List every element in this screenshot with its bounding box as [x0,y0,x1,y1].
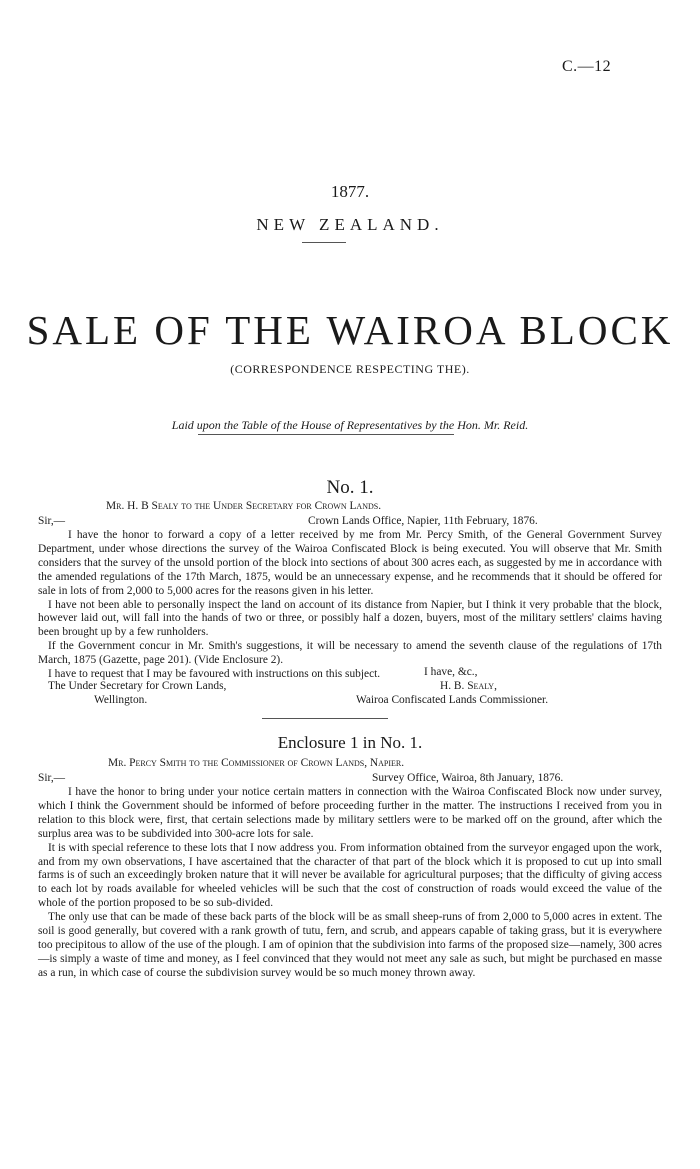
salutation: Sir,— [38,515,66,527]
letter-body [38,529,662,682]
divider [302,242,346,243]
letter-body [38,786,662,981]
main-title: SALE OF THE WAIROA BLOCK [26,307,674,353]
laid-upon-table-line: Laid upon the Table of the House of Representatives by the Hon. Mr. Reid. [171,418,529,432]
from-to-text: Mr. H. B Sealy to the Under Secretary for Crown Lands. [106,500,382,512]
closing: I have, &c., [424,666,478,678]
addressee-line: The Under Secretary for Crown Lands, [48,680,227,692]
section-heading: No. 1. [326,477,374,498]
salutation: Sir,— [38,772,66,784]
country-heading: NEW ZEALAND. [256,215,444,234]
paragraph: It is with special reference to these lots that I now address you. From information obtained from the surveyor engaged upon the work, and from my own observations, I have ascertained that the character of that part of the block which it is proposed to cut up into small farms is of such an exceedingly broken nature that it will never be available for agricultural purposes; that the difficulty of giving access to each lot by roads available for wheeled vehicles will be such that the cost of construction of roads would exceed the value of the whole of the portion proposed to be so sub-divided. [38,841,662,910]
paragraph: I have the honor to forward a copy of a letter received by me from Mr. Percy Smith, of the General Government Survey Department, under whose directions the survey of the Wairoa Confiscated Block is being executed. You will observe that Mr. Smith considers that the survey of the unsold portion of the block into sections of about 300 acres each, as suggested by me in accordance with the amended regulations of the 17th March, 1875, would be an unnecessary expense, and he recommends that it should be offered for sale in lots of from 2,000 to 5,000 acres for the reasons given in his letter. [38,529,662,597]
paragraph: I have the honor to bring under your notice certain matters in connection with the Wairoa Confiscated Block now under survey, which I think the Government should be informed of before proceeding further in the matter. The instructions I received from you in relation to this block were, first, that certain selections made by military settlers were to be marked off on the ground, after which the surplus area was to be subdivided into 300-acre lots for sale. [38,786,662,840]
subtitle: (CORRESPONDENCE RESPECTING THE). [230,362,470,376]
section-heading: Enclosure 1 in No. 1. [277,733,423,752]
from-to-text: Mr. Percy Smith to the Commissioner of Crown Lands, Napier. [108,757,405,769]
divider [262,718,388,719]
paragraph: The only use that can be made of these back parts of the block will be as small sheep-runs of from 2,000 to 5,000 acres in extent. The soil is good generally, but covered with a rank growth of tutu, fern, and scrub, and appears capable of taking grass, but it is everywhere too precipitous to allow of the use of the plough. I am of opinion that the subdivision into farms of the proposed size—namely, 300 acres—is simply a waste of time and money, as I feel convinced that they would not meet any sale as such, but might be purchased en masse as a run, in which case of course the subdivision survey would be so much money thrown away. [38,911,662,979]
from-to-line [108,757,404,771]
paragraph: I have to request that I may be favoured with instructions on this subject. [48,668,381,681]
paragraph: I have not been able to personally inspect the land on account of its distance from Napier, but I think it very probable that the block, however laid out, will fall into the hands of two or three, or possibly half a dozen, buyers, most of the military settlers' claims having been brought up by a few runholders. [38,598,662,639]
signature [440,680,497,694]
dateline: Survey Office, Wairoa, 8th January, 1876. [372,772,564,784]
dateline: Crown Lands Office, Napier, 11th February, 1876. [308,515,538,527]
year: 1877. [330,182,370,201]
page-code: C.—12 [562,58,612,75]
signature-name: H. B. Sealy, [440,680,497,692]
signature-title: Wairoa Confiscated Lands Commissioner. [356,694,549,706]
addressee-line: Wellington. [94,694,148,706]
divider [198,434,454,435]
paragraph: If the Government concur in Mr. Smith's suggestions, it will be necessary to amend the seventh clause of the regulations of 17th March, 1875 (Gazette, page 201). (Vide Enclosure 2). [38,640,662,667]
from-to-line [106,500,381,514]
